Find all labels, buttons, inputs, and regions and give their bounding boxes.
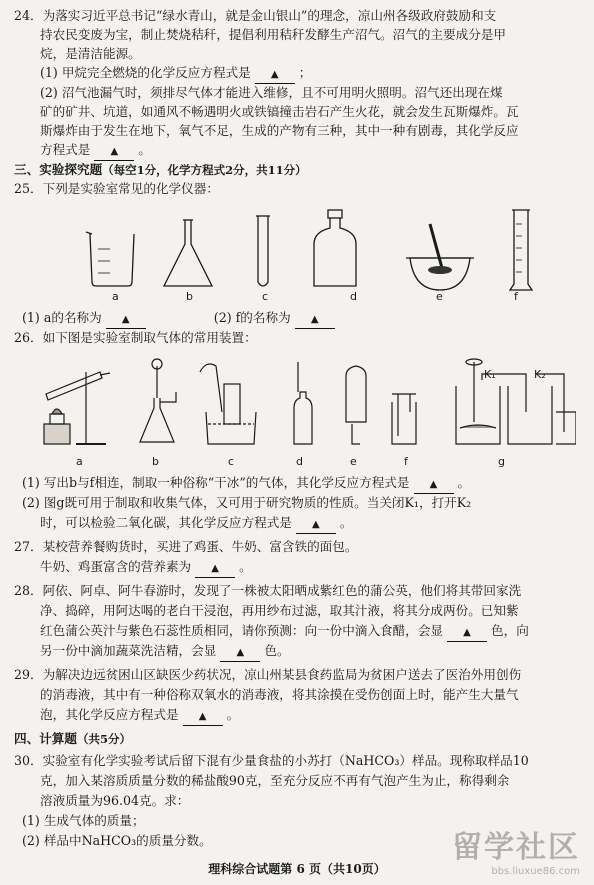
q27-line1: 27．某校营养餐购货时，买进了鸡蛋、牛奶、富含铁的面包。 bbox=[14, 539, 358, 554]
conical-flask-icon bbox=[164, 220, 212, 286]
q26-valve-k2: K₂ bbox=[534, 368, 546, 381]
q26-label-g: g bbox=[498, 455, 505, 468]
reagent-bottle-icon bbox=[314, 210, 356, 286]
q26-label-f: f bbox=[404, 455, 408, 468]
q28-line4: 另一份中滴加蔬菜洗洁精，会显 ▲ 色。 bbox=[40, 643, 584, 662]
q24-line3: 烷，是清洁能源。 bbox=[40, 46, 141, 61]
q26-label-c: c bbox=[228, 455, 235, 468]
q29-line3: 泡，其化学反应方程式是 ▲ 。 bbox=[40, 707, 584, 726]
graduated-cylinder-icon bbox=[510, 210, 532, 290]
answer-blank[interactable]: ▲ bbox=[296, 515, 336, 534]
q24-part2-line3: 斯爆炸由于发生在地下，氧气不足，生成的产物有三种，其中一种有剧毒，其化学反应 bbox=[40, 123, 519, 138]
q29-line2: 的消毒液，其中有一种俗称双氧水的消毒液，将其涂摸在受伤创面上时，能产生大量气 bbox=[40, 687, 519, 702]
section3-heading: 三、实验探究题（每空1分，化学方程式2分，共11分） bbox=[14, 162, 307, 177]
q29-line1: 29．为解决边远贫困山区缺医少药状况，凉山州某县食药监局为贫困户送去了医治外用创伤 bbox=[14, 667, 522, 682]
q30-line3: 溶液质量为96.04克。求： bbox=[40, 793, 190, 808]
q26-part2-line1: (2) 图g既可用于制取和收集气体，又可用于研究物质的性质。当关闭K₁，打开K₂ bbox=[22, 495, 472, 510]
q24-part1: (1) 甲烷完全燃烧的化学反应方程式是 ▲ ； bbox=[40, 65, 584, 84]
q24-part2-line2: 矿的矿井、坑道，如通风不畅遇明火或铁镐撞击岩石产生火花，就会发生瓦斯爆炸。瓦 bbox=[40, 104, 519, 119]
q30-part1: (1) 生成气体的质量； bbox=[22, 813, 145, 828]
flask-with-funnel-icon bbox=[140, 359, 176, 442]
q25-label-b: b bbox=[186, 290, 193, 303]
q26-label-e: e bbox=[350, 455, 357, 468]
q26-label-d: d bbox=[296, 455, 303, 468]
q26-stem: 26．如下图是实验室制取气体的常用装置： bbox=[14, 330, 257, 345]
answer-blank[interactable]: ▲ bbox=[255, 65, 295, 84]
q27-line2: 牛奶、鸡蛋富含的营养素为 ▲ 。 bbox=[40, 559, 584, 578]
site-watermark: 留学社区 bbs.liuxue86.com bbox=[452, 830, 580, 877]
page-footer: 理科综合试题第 6 页（共10页） bbox=[208, 862, 386, 876]
test-tube-icon bbox=[256, 216, 270, 286]
downward-collection-bottle-icon bbox=[346, 366, 366, 444]
q25-stem: 25．下列是实验室常见的化学仪器： bbox=[14, 181, 219, 196]
q25-label-e: e bbox=[436, 290, 443, 303]
q26-part1: (1) 写出b与f相连，制取一种俗称“干冰”的气体，其化学反应方程式是 ▲ 。 bbox=[22, 475, 584, 494]
q25-parts: (1) a的名称为 ▲ (2) f的名称为 ▲ bbox=[22, 310, 584, 329]
q26-valve-k1: K₁ bbox=[484, 368, 496, 381]
q24-line2: 持农民变废为宝，制止焚烧秸秆，提倡利用秸秆发酵生产沼气。沼气的主要成分是甲 bbox=[40, 27, 506, 42]
answer-blank[interactable]: ▲ bbox=[106, 310, 146, 329]
q28-line1: 28．阿依、阿卓、阿牛春游时，发现了一株被太阳晒成紫红色的蒲公英，他们将其带回家洗 bbox=[14, 583, 522, 598]
two-bottle-system-icon bbox=[456, 359, 576, 444]
upward-collection-bottle-icon bbox=[294, 362, 312, 444]
q26-label-a: a bbox=[76, 455, 83, 468]
q30-line2: 克，加入某溶质质量分数的稀盐酸90克，至充分反应不再有气泡产生为止，称得剩余 bbox=[40, 773, 510, 788]
q25-label-c: c bbox=[262, 290, 269, 303]
q24-part1-text: (1) 甲烷完全燃烧的化学反应方程式是 bbox=[40, 65, 251, 80]
gas-washing-bottle-icon bbox=[392, 394, 416, 444]
q24-part2-line1: (2) 沼气池漏气时，须排尽气体才能进入维修，且不可用明火照明。沼气还出现在煤 bbox=[40, 85, 503, 100]
beaker-icon bbox=[86, 232, 134, 286]
q25-instruments-figure bbox=[70, 204, 540, 300]
q25-label-a: a bbox=[112, 290, 119, 303]
q30-part2: (2) 样品中NaHCO₃的质量分数。 bbox=[22, 833, 212, 848]
water-trough-icon bbox=[200, 364, 256, 444]
q24-line1: 24．为落实习近平总书记“绿水青山，就是金山银山”的理念，凉山州各级政府鼓励和支 bbox=[14, 8, 497, 23]
q26-part2-line2: 时，可以检验二氧化碳，其化学反应方程式是 ▲ 。 bbox=[40, 515, 584, 534]
heating-apparatus-icon bbox=[44, 372, 110, 444]
answer-blank[interactable]: ▲ bbox=[220, 643, 260, 662]
answer-blank[interactable]: ▲ bbox=[183, 707, 223, 726]
q30-line1: 30．实验室有化学实验考试后留下混有少量食盐的小苏打（NaHCO₃）样品。现称取样品10 bbox=[14, 753, 529, 768]
section4-heading: 四、计算题（共5分） bbox=[14, 731, 131, 746]
q24-part2-line4: 方程式是 ▲ 。 bbox=[40, 142, 584, 161]
answer-blank[interactable]: ▲ bbox=[295, 310, 335, 329]
q28-line2: 净、捣碎，用阿达喝的老白干浸泡，再用纱布过滤，取其汁液，将其分成两份。已知紫 bbox=[40, 603, 519, 618]
q25-label-d: d bbox=[350, 290, 357, 303]
q26-label-b: b bbox=[152, 455, 159, 468]
answer-blank[interactable]: ▲ bbox=[94, 142, 134, 161]
mortar-pestle-icon bbox=[406, 224, 474, 290]
q25-label-f: f bbox=[514, 290, 518, 303]
q26-apparatus-figure bbox=[36, 352, 576, 452]
answer-blank[interactable]: ▲ bbox=[447, 623, 487, 642]
answer-blank[interactable]: ▲ bbox=[195, 559, 235, 578]
answer-blank[interactable]: ▲ bbox=[414, 475, 454, 494]
q28-line3: 红色蒲公英汁与紫色石蕊性质相同，请你预测：向一份中滴入食醋，会显 ▲ 色，向 bbox=[40, 623, 584, 642]
